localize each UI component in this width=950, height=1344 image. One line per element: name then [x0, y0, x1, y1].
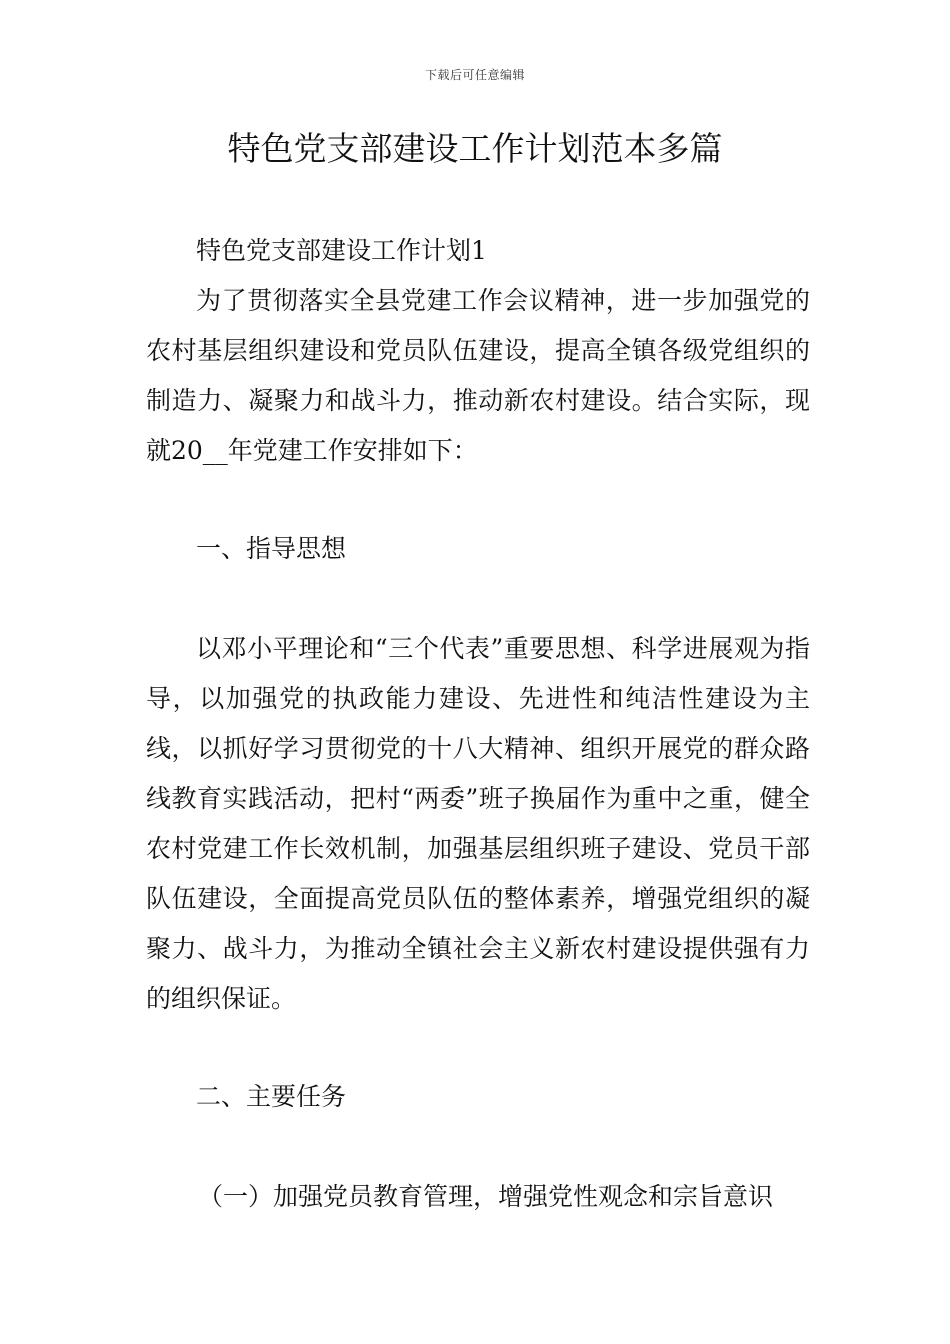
header-note: 下载后可任意编辑: [424, 68, 525, 82]
intro-paragraph: 为了贯彻落实全县党建工作会议精神，进一步加强党的农村基层组织建设和党员队伍建设，提高全镇各级党组织的制造力、凝聚力和战斗力，推动新农村建设。结合实际，现就20__年党建工作安排如下：: [146, 286, 810, 465]
document-subtitle: 特色党支部建设工作计划1: [196, 236, 487, 265]
document-title: 特色党支部建设工作计划范本多篇: [227, 129, 723, 168]
task-sub-item-1: （一）加强党员教育管理，增强党性观念和宗旨意识: [198, 1182, 774, 1211]
guidance-paragraph: 以邓小平理论和“三个代表”重要思想、科学进展观为指导，以加强党的执政能力建设、先进性和纯洁性建设为主线，以抓好学习贯彻党的十八大精神、组织开展党的群众路线教育实践活动，把村“两委”班子换届作为重中之重，健全农村党建工作长效机制，加强基层组织班子建设、党员干部队伍建设，全面提高党员队伍的整体素养，增强党组织的凝聚力、战斗力，为推动全镇社会主义新农村建设提供强有力的组织保证。: [146, 634, 810, 1013]
section-heading-guidance: 一、指导思想: [196, 534, 347, 563]
section-heading-tasks: 二、主要任务: [196, 1082, 347, 1111]
